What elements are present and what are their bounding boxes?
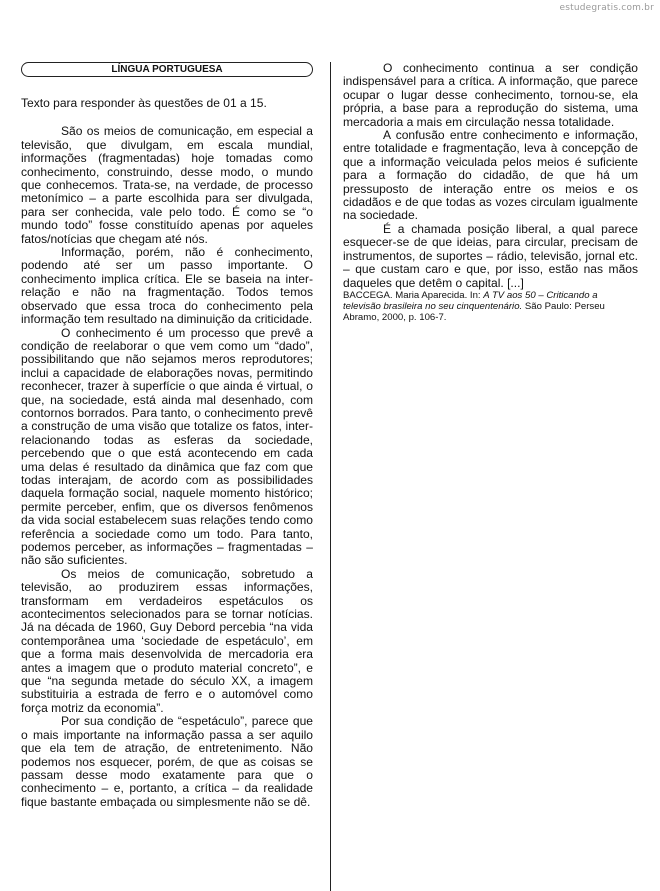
text-paragraph-3: O conhecimento é um processo que prevê a condição de reelaborar o que vem como um “dado”, possibilitando que não sejamos meros reprodutores; inclui a capacidade de elaborações novas, permitindo reconhecer, trazer à superfície o que ainda é virtual, o que, na sociedade, está ainda mal desenhado, com contornos borrados. Para tanto, o conhecimento prevê a construção de uma visão que totalize os fatos, inter-relacionando todas as esferas da sociedade, percebendo que o que está acontecendo em cada uma delas é resultado da dinâmica que faz com que todas interajam, de acordo com as possibilidades daquela formação social, naquele momento histórico; permite perceber, enfim, que os diversos fenômenos da vida social estabelecem suas relações tendo como referência a sociedade como um todo. Para tanto, podemos perceber, as informações – fragmentadas – não são suficientes. — [21, 325, 313, 568]
column-divider — [330, 62, 331, 891]
instructions-line: Texto para responder às questões de 01 a 15. — [21, 96, 267, 110]
reference-publisher: São Paulo: Perseu Abramo, 2000, p. 106-7. — [343, 301, 605, 324]
text-paragraph-8: É a chamada posição liberal, a qual parece esquecer-se de que ideias, para circular, precisam de instrumentos, de suportes – rádio, televisão, jornal etc. – que custam caro e que, por isso, estão nas mãos daqueles que detêm o capital. [...] — [343, 221, 638, 290]
source-reference — [343, 290, 638, 324]
right-column — [343, 62, 638, 324]
left-column — [21, 97, 313, 809]
text-paragraph-7: A confusão entre conhecimento e informação, entre totalidade e fragmentação, leva à concepção de que a informação veiculada pelos meios é suficiente para a formação do cidadão, de que há um pressuposto de interação entre os meios e os cidadãos e de que todas as vozes circulam igualmente na sociedade. — [343, 128, 638, 223]
reference-work: A TV aos 50 – Criticando a televisão brasileira no seu cinquentenário. — [343, 289, 598, 313]
text-paragraph-6: O conhecimento continua a ser condição indispensável para a crítica. A informação, que parece ocupar o lugar desse conhecimento, tornou-se, ela própria, a base para a reprodução do sistema, uma mercadoria a mais em circulação nessa totalidade. — [343, 61, 638, 129]
reference-author: BACCEGA. Maria Aparecida. In: — [343, 289, 484, 301]
section-header: LÍNGUA PORTUGUESA — [21, 62, 313, 77]
text-paragraph-2: Informação, porém, não é conhecimento, podendo até ser um passo importante. O conhecimento implica crítica. Ele se baseia na inter-relação e não na fragmentação. Todos temos observado que essa troca do conhecimento pela informação tem resultado na diminuição da criticidade. — [21, 245, 313, 327]
text-paragraph-1: São os meios de comunicação, em especial a televisão, que divulgam, em escala mundial, informações (fragmentadas) hoje tomadas como conhecimento, construindo, desse modo, o mundo que conhecemos. Trata-se, na verdade, de processo metonímico – a parte escolhida para ser divulgada, para ser conhecida, vale pelo todo. É como se “o mundo todo” fosse constituído apenas por aqueles fatos/notícias que chegam até nós. — [21, 124, 313, 246]
text-paragraph-4: Os meios de comunicação, sobretudo a televisão, ao produzirem essas informações, transformam em verdadeiros espetáculos os acontecimentos selecionados para se tornar notícias. Já na década de 1960, Guy Debord percebia “na vida contemporânea uma ‘sociedade de espetáculo’, em que a forma mais desenvolvida de mercadoria era antes a imagem que o produto material concreto”, e que “na segunda metade do século XX, a imagem substituiria a estrada de ferro e o automóvel como força motriz da economia”. — [21, 566, 313, 715]
text-paragraph-5: Por sua condição de “espetáculo”, parece que o mais importante na informação passa a ser aquilo que ela tem de atração, de entretenimento. Não podemos nos esquecer, porém, de que as coisas se passam desse modo exatamente para que o conhecimento – e, portanto, a crítica – da realidade fique bastante embaçada ou simplesmente não se dê. — [21, 714, 313, 809]
site-watermark: estudegratis.com.br — [559, 3, 654, 13]
